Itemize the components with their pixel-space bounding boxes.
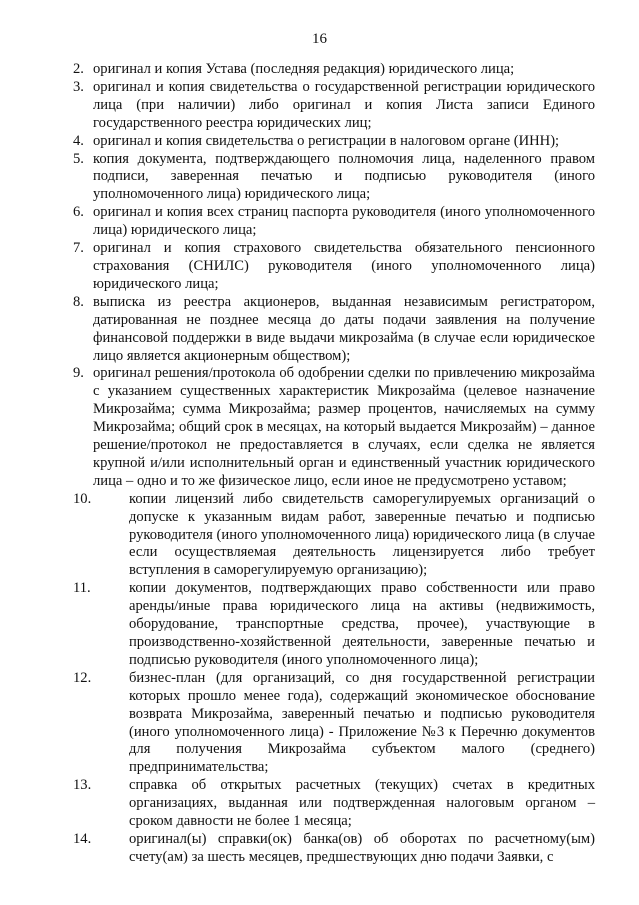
list-item — [73, 204, 595, 240]
list-item — [73, 831, 595, 867]
list-item-text: справка об открытых расчетных (текущих) счетах в кредитных организациях, выданная или подтвержденная налоговым органом – сроком давности не более 1 месяца; — [129, 777, 595, 830]
page-number: 16 — [312, 31, 327, 47]
list-item — [73, 79, 595, 133]
list-item-number: 6. — [73, 204, 84, 221]
list-item-text: копии документов, подтверждающих право собственности или право аренды/иные права юридического лица на активы (недвижимость, оборудование, транспортные средства, прочее), участвующие в производственно-хозяйственной деятельности, заверенные печатью и подписью руководителя (иного уполномоченного лица); — [129, 580, 595, 668]
list-item-number: 9. — [73, 365, 84, 382]
list-item-number: 12. — [73, 669, 92, 686]
list-item-number: 5. — [73, 150, 84, 167]
list-item-text: оригинал и копия свидетельства о государственной регистрации юридического лица (при наличии) либо оригинал и копия Листа записи Единого государственного реестра юридических лиц; — [93, 78, 595, 131]
list-item-text: оригинал и копия свидетельства о регистрации в налоговом органе (ИНН); — [93, 132, 560, 149]
list-item-number: 11. — [73, 580, 91, 597]
list-item-text: оригинал и копия страхового свидетельства обязательного пенсионного страхования (СНИЛС) руководителя (иного уполномоченного лица) юридического лица; — [93, 240, 595, 292]
list-item — [73, 670, 595, 777]
list-item-number: 13. — [73, 777, 92, 794]
list-item-text: бизнес-план (для организаций, со дня государственной регистрации которых прошло менее года), содержащий экономическое обоснование возврата Микрозайма, заверенный печатью и подписью руководителя (иного уполномоченного лица) - Приложение №3 к Перечню документов для получения Микрозайма субъектом малого (среднего) предпринимательства; — [129, 669, 595, 776]
list-item — [73, 133, 595, 151]
list-item — [73, 151, 595, 205]
list-item — [73, 240, 595, 294]
list-item-number: 3. — [73, 78, 84, 95]
list-item-text: оригинал решения/протокола об одобрении сделки по привлечению микрозайма с указанием существенных характеристик Микрозайма (целевое назначение Микрозайма; сумма Микрозайма; размер процентов, начисляемых на сумму Микрозайма; общий срок в месяцах, на который выдается Микрозайм) – данное решение/протокол не предоставляется в случаях, если сделка не является крупной и/или исполнительный орган и единственный участник юридического лица – одно и то же физическое лицо, если иное не предусмотрено уставом; — [93, 365, 595, 489]
list-item-number: 4. — [73, 132, 84, 149]
list-item-number: 2. — [73, 61, 84, 77]
list-item — [73, 777, 595, 831]
list-item-text: оригинал и копия Устава (последняя редакция) юридического лица; — [93, 61, 515, 77]
list-item-text: копия документа, подтверждающего полномочия лица, наделенного правом подписи, заверенная печатью и подписью руководителя (иного уполномоченного лица) юридического лица; — [93, 150, 595, 203]
list-item-text: оригинал(ы) справки(ок) банка(ов) об оборотах по расчетному(ым) счету(ам) за шесть месяцев, предшествующих дню подачи Заявки, с — [129, 830, 595, 865]
list-item-number: 14. — [73, 830, 92, 847]
list-item-number: 8. — [73, 293, 84, 310]
list-item — [73, 580, 595, 670]
document-list — [73, 61, 595, 867]
list-item — [73, 294, 595, 366]
list-item — [73, 491, 595, 581]
list-item-number: 7. — [73, 240, 84, 257]
list-item-text: оригинал и копия всех страниц паспорта руководителя (иного уполномоченного лица) юридического лица; — [93, 204, 595, 239]
list-item-number: 10. — [73, 490, 92, 507]
list-item — [73, 365, 595, 490]
list-item — [73, 61, 595, 79]
list-item-text: копии лицензий либо свидетельств саморегулируемых организаций о допуске к указанным видам работ, заверенные печатью и подписью руководителя (иного уполномоченного лица) юридического лица (в случае если осуществляемая деятельность лицензируется либо требует вступления в саморегулируемую организацию); — [129, 490, 595, 579]
list-item-text: выписка из реестра акционеров, выданная независимым регистратором, датированная не позднее месяца до даты подачи заявления на получение финансовой поддержки в виде выдачи микрозайма (в случае если юридическое лицо является акционерным обществом); — [93, 293, 595, 364]
